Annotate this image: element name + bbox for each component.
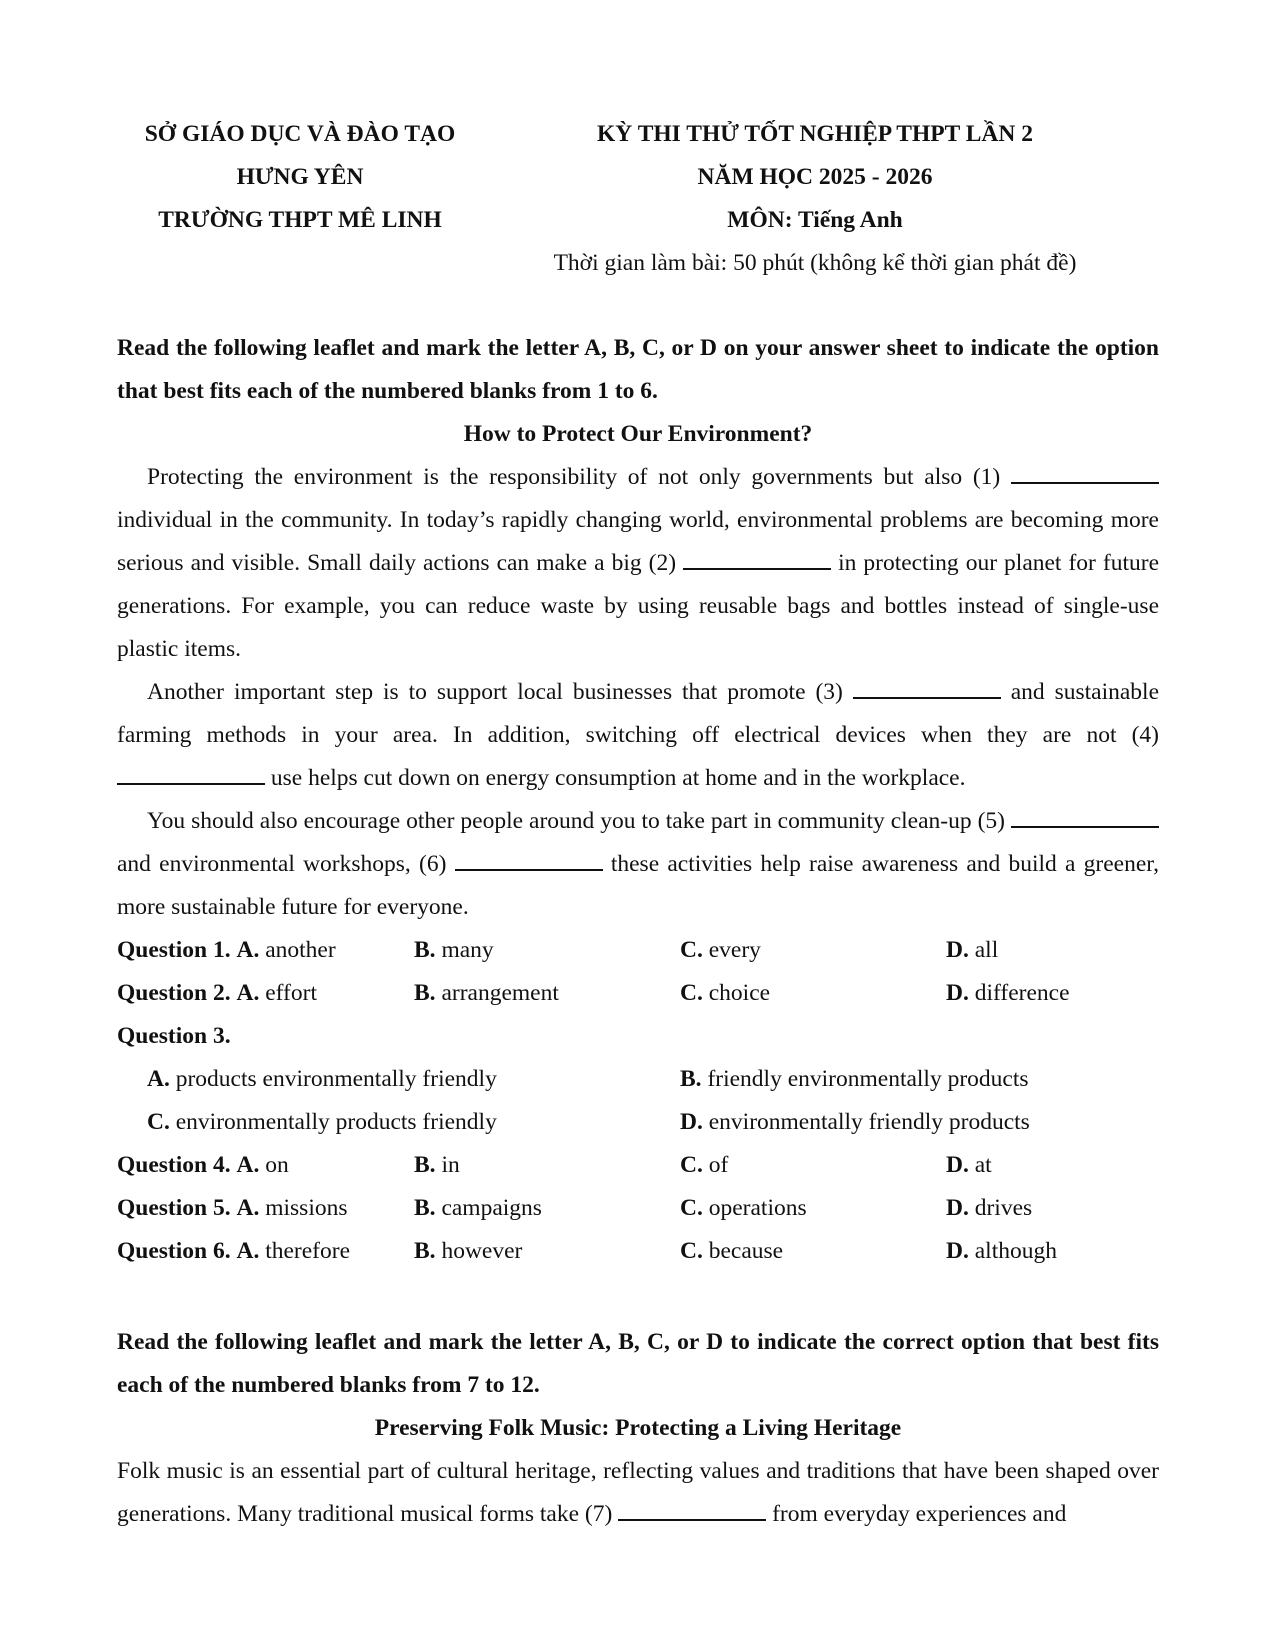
question-4-option-c bbox=[680, 1144, 728, 1187]
option-text: all bbox=[974, 937, 999, 963]
option-letter-a: A. bbox=[236, 1195, 260, 1221]
question-5 bbox=[117, 1187, 1159, 1230]
exam-name: KỲ THI THỬ TỐT NGHIỆP THPT LẦN 2 bbox=[597, 121, 1033, 147]
paragraph-1-text-b: individual in the community. In today’s rapidly changing world, environmental problems are becoming more serious and visible. Small daily actions can make a big (2) bbox=[117, 507, 1159, 576]
section-2-title: Preserving Folk Music: Protecting a Living Heritage bbox=[374, 1415, 902, 1441]
question-5-option-a bbox=[117, 1187, 348, 1230]
option-text: friendly environmentally products bbox=[707, 1066, 1029, 1092]
question-2-option-d bbox=[946, 972, 1070, 1015]
question-1-option-a bbox=[117, 929, 336, 972]
question-5-option-b bbox=[414, 1187, 542, 1230]
option-text: of bbox=[708, 1152, 729, 1178]
blank-3 bbox=[853, 674, 1001, 699]
question-6-label: Question 6. bbox=[117, 1238, 231, 1264]
section-1 bbox=[117, 327, 1159, 1273]
paragraph-2-text-a: Another important step is to support local businesses that promote (3) bbox=[147, 679, 843, 705]
paragraph-1-text-a: Protecting the environment is the responsibility of not only governments but also (1) bbox=[147, 464, 1001, 490]
question-1-option-b bbox=[414, 929, 494, 972]
option-letter-b: B. bbox=[414, 1195, 436, 1221]
option-text: campaigns bbox=[441, 1195, 542, 1221]
question-4-option-a bbox=[117, 1144, 289, 1187]
option-text: at bbox=[974, 1152, 992, 1178]
option-text: many bbox=[441, 937, 494, 963]
school-name: TRƯỜNG THPT MÊ LINH bbox=[158, 207, 442, 233]
paragraph-1 bbox=[117, 456, 1159, 671]
blank-5 bbox=[1011, 803, 1159, 828]
question-6 bbox=[117, 1230, 1159, 1273]
blank-6 bbox=[455, 846, 603, 871]
question-2-label: Question 2. bbox=[117, 980, 231, 1006]
question-4 bbox=[117, 1144, 1159, 1187]
option-letter-d: D. bbox=[946, 980, 969, 1006]
option-letter-b: B. bbox=[414, 937, 436, 963]
question-5-option-c bbox=[680, 1187, 807, 1230]
blank-1 bbox=[1011, 459, 1159, 484]
option-letter-d: D. bbox=[680, 1109, 703, 1135]
option-letter-a: A. bbox=[236, 980, 260, 1006]
question-4-option-d bbox=[946, 1144, 992, 1187]
option-text: drives bbox=[974, 1195, 1033, 1221]
school-year: NĂM HỌC 2025 - 2026 bbox=[697, 164, 933, 190]
question-1-option-c bbox=[680, 929, 761, 972]
question-2-option-b bbox=[414, 972, 559, 1015]
paragraph-3-text-b: and environmental workshops, (6) bbox=[117, 851, 447, 877]
paragraph-3-text-a: You should also encourage other people around you to take part in community clean-up (5) bbox=[147, 808, 1005, 834]
department-name: SỞ GIÁO DỤC VÀ ĐÀO TẠO bbox=[144, 121, 456, 147]
paragraph-4 bbox=[117, 1450, 1159, 1536]
question-3-option-d bbox=[680, 1101, 1030, 1144]
option-letter-c: C. bbox=[680, 1152, 703, 1178]
option-letter-d: D. bbox=[946, 1152, 969, 1178]
option-letter-c: C. bbox=[680, 980, 703, 1006]
option-letter-c: C. bbox=[147, 1109, 170, 1135]
question-2 bbox=[117, 972, 1159, 1015]
paragraph-1-text-c: in protecting our planet for future generations. For example, you can reduce waste by using reusable bags and bottles instead of single-use plastic items. bbox=[117, 550, 1160, 662]
blank-2 bbox=[683, 545, 831, 570]
question-4-option-b bbox=[414, 1144, 460, 1187]
option-letter-b: B. bbox=[414, 980, 436, 1006]
question-4-label: Question 4. bbox=[117, 1152, 231, 1178]
paragraph-4-text-a: Folk music is an essential part of cultural heritage, reflecting values and traditions that have been shaped over generations. Many traditional musical forms take (7) bbox=[117, 1458, 1159, 1527]
question-6-option-b bbox=[414, 1230, 522, 1273]
option-letter-a: A. bbox=[236, 937, 260, 963]
question-5-label: Question 5. bbox=[117, 1195, 231, 1221]
option-text: every bbox=[708, 937, 761, 963]
option-letter-b: B. bbox=[414, 1152, 436, 1178]
question-3-label: Question 3. bbox=[117, 1023, 231, 1049]
section-1-title: How to Protect Our Environment? bbox=[463, 421, 813, 447]
section-2-instruction: Read the following leaflet and mark the letter A, B, C, or D to indicate the correct option that best fits each of the numbered blanks from 7 to 12. bbox=[117, 1329, 1159, 1398]
option-text: environmentally friendly products bbox=[708, 1109, 1030, 1135]
option-letter-a: A. bbox=[236, 1152, 260, 1178]
question-6-option-a bbox=[117, 1230, 350, 1273]
option-letter-a: A. bbox=[236, 1238, 260, 1264]
option-text: operations bbox=[708, 1195, 807, 1221]
question-1 bbox=[117, 929, 1159, 972]
option-text: although bbox=[974, 1238, 1057, 1264]
question-3-heading bbox=[117, 1015, 1159, 1058]
option-text: in bbox=[441, 1152, 460, 1178]
option-text: missions bbox=[265, 1195, 348, 1221]
question-2-option-a bbox=[117, 972, 317, 1015]
option-letter-d: D. bbox=[946, 937, 969, 963]
paragraph-4-text-b: from everyday experiences and bbox=[772, 1501, 1067, 1527]
question-3-row-1 bbox=[117, 1058, 1159, 1101]
option-text: because bbox=[708, 1238, 784, 1264]
question-6-option-c bbox=[680, 1230, 783, 1273]
blank-4 bbox=[117, 760, 265, 785]
option-letter-a: A. bbox=[147, 1066, 170, 1092]
option-text: therefore bbox=[265, 1238, 351, 1264]
question-3-option-c bbox=[147, 1101, 497, 1144]
question-3-row-2 bbox=[117, 1101, 1159, 1144]
province-name: HƯNG YÊN bbox=[236, 164, 364, 190]
option-letter-c: C. bbox=[680, 1238, 703, 1264]
option-letter-c: C. bbox=[680, 1195, 703, 1221]
blank-7 bbox=[618, 1496, 766, 1521]
school-header bbox=[90, 113, 510, 242]
paragraph-3-text-c: these activities help raise awareness and build a greener, more sustainable future for everyone. bbox=[117, 851, 1160, 920]
paragraph-2-text-c: use helps cut down on energy consumption at home and in the workplace. bbox=[270, 765, 966, 791]
paragraph-2-text-b: and sustainable farming methods in your area. In addition, switching off electrical devices when they are not (4) bbox=[117, 679, 1160, 748]
question-2-option-c bbox=[680, 972, 770, 1015]
paragraph-2 bbox=[117, 671, 1159, 800]
option-text: difference bbox=[974, 980, 1070, 1006]
option-letter-c: C. bbox=[680, 937, 703, 963]
option-text: on bbox=[265, 1152, 289, 1178]
paragraph-3 bbox=[117, 800, 1159, 929]
question-3-option-a bbox=[147, 1058, 497, 1101]
question-1-label: Question 1. bbox=[117, 937, 231, 963]
option-text: products environmentally friendly bbox=[175, 1066, 497, 1092]
option-letter-b: B. bbox=[414, 1238, 436, 1264]
option-text: arrangement bbox=[441, 980, 559, 1006]
question-5-option-d bbox=[946, 1187, 1032, 1230]
exam-header bbox=[500, 113, 1130, 285]
option-text: however bbox=[441, 1238, 523, 1264]
question-1-option-d bbox=[946, 929, 998, 972]
option-letter-b: B. bbox=[680, 1066, 702, 1092]
section-2 bbox=[117, 1321, 1159, 1536]
option-text: choice bbox=[708, 980, 771, 1006]
question-6-option-d bbox=[946, 1230, 1057, 1273]
option-text: another bbox=[265, 937, 336, 963]
subject: MÔN: Tiếng Anh bbox=[727, 207, 903, 233]
question-3-option-b bbox=[680, 1058, 1029, 1101]
option-text: environmentally products friendly bbox=[175, 1109, 497, 1135]
section-1-instruction: Read the following leaflet and mark the letter A, B, C, or D on your answer sheet to indicate the option that best fits each of the numbered blanks from 1 to 6. bbox=[117, 335, 1159, 404]
option-letter-d: D. bbox=[946, 1238, 969, 1264]
option-text: effort bbox=[265, 980, 317, 1006]
exam-duration: Thời gian làm bài: 50 phút (không kể thời gian phát đề) bbox=[553, 250, 1077, 276]
option-letter-d: D. bbox=[946, 1195, 969, 1221]
